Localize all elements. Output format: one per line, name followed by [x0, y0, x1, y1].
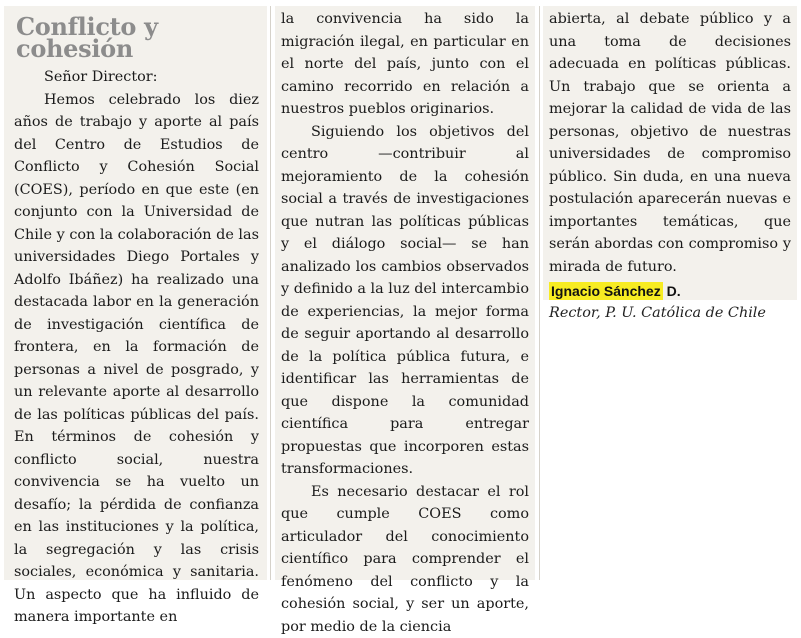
- letter-headline: Conflicto y cohesión: [16, 16, 259, 60]
- column-3-text: [549, 8, 791, 278]
- salutation: Señor Director:: [14, 66, 259, 89]
- signature-highlight: Ignacio Sánchez: [549, 282, 663, 300]
- paragraph-3-continued: abierta, al debate público y a una toma de decisiones adecuada en políticas públicas. Un trabajo que se orienta a mejorar la calidad de vida de las personas, objetivo de nuestras universidades de compromiso público. Sin duda, en una nueva postulación aparecerán nuevas e importantes temáticas, que serán abordas con compromiso y mirada de futuro.: [549, 8, 791, 278]
- column-2-text: [281, 8, 529, 638]
- paragraph-1-continued: la convivencia ha sido la migración ilegal, en particular en el norte del país, junto con el camino recorrido en relación a nuestros pueblos originarios.: [281, 8, 529, 121]
- column-3: [543, 6, 797, 300]
- paragraph-1: Hemos celebrado los diez años de trabajo y aporte al país del Centro de Estudios de Conflicto y Cohesión Social (COES), período en que este (en conjunto con la Universidad de Chile y con la colaboración de las universidades Diego Portales y Adolfo Ibáñez) ha realizado una destacada labor en la generación de investigación científica de frontera, en la formación de personas a nivel de posgrado, y un relevante aporte al desarrollo de las políticas públicas del país. En términos de cohesión y conflicto social, nuestra convivencia se ha vuelto un desafío; la pérdida de confianza en las instituciones y la política, la segregación y las crisis sociales, económica y sanitaria. Un aspecto que ha influido de manera importante en: [14, 89, 259, 629]
- paragraph-3: Es necesario destacar el rol que cumple COES como articulador del conocimiento científico para comprender el fenómeno del conflicto y la cohesión social, y ser un aporte, por medio de la ciencia: [281, 481, 529, 638]
- signature-initial: D.: [667, 283, 681, 299]
- signature-role: Rector, P. U. Católica de Chile: [549, 302, 791, 324]
- paragraph-2: Siguiendo los objetivos del centro —contribuir al mejoramiento de la cohesión social a través de investigaciones que nutran las políticas públicas y el diálogo social— se han analizado los cambios observados y definido a la luz del intercambio de experiencias, la mejor forma de seguir aportando al desarrollo de la política pública futura, e identificar las herramientas de que dispone la comunidad científica para entregar propuestas que incorporen estas transformaciones.: [281, 121, 529, 481]
- column-1: [4, 6, 267, 580]
- signature-name: [549, 280, 791, 302]
- column-divider: [270, 6, 271, 580]
- column-2: [275, 6, 535, 580]
- column-1-text: [14, 89, 259, 629]
- column-divider: [539, 6, 540, 580]
